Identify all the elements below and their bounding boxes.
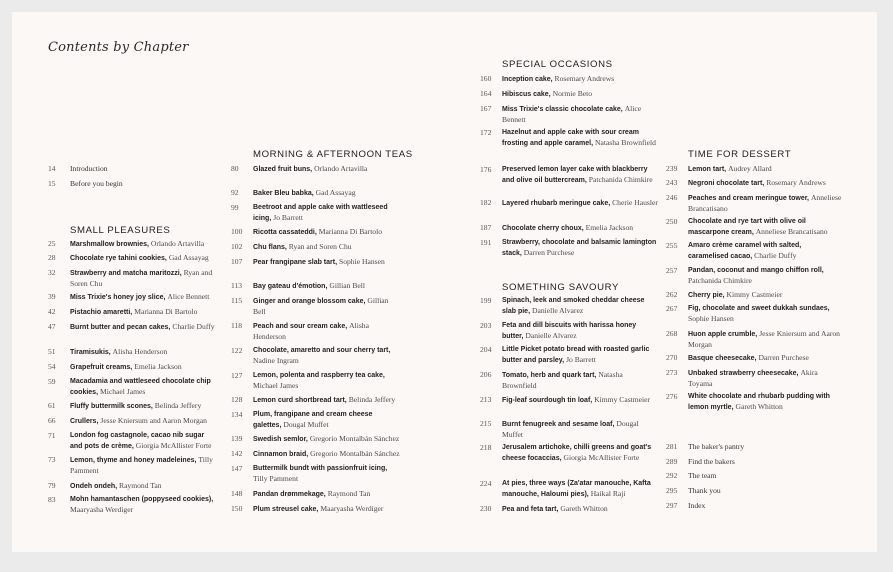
recipe-name: Beetroot and apple cake with wattleseed icing, [253, 204, 388, 222]
author-name: Gillian Bell [329, 281, 365, 290]
entry-text [70, 431, 218, 452]
page-number: 99 [231, 203, 239, 212]
entry-text [502, 321, 658, 342]
page-number: 66 [48, 416, 56, 425]
author-name: Ryan and Soren Chu [70, 268, 213, 288]
recipe-name: Burnt fenugreek and sesame loaf, [502, 421, 617, 428]
entry-text [253, 504, 401, 515]
author-name: Michael James [253, 381, 299, 390]
recipe-name: Lemon, thyme and honey madeleines, [70, 457, 199, 464]
author-name: Marianna Di Bartolo [134, 307, 198, 316]
page-number: 15 [48, 179, 56, 188]
author-name: Giorgia McAllister Forte [563, 453, 640, 462]
author-name: Alisha Henderson [253, 321, 369, 341]
recipe-name: Tiramisukis, [70, 349, 113, 356]
entry-text [688, 501, 842, 512]
entry-text [70, 347, 218, 358]
author-name: Raymond Tan [119, 481, 162, 490]
page-number: 79 [48, 481, 56, 490]
recipe-name: Hibiscus cake, [502, 91, 553, 98]
matter-title: Introduction [70, 164, 108, 173]
author-name: Orlando Artavilla [150, 239, 205, 248]
recipe-name: Marshmallow brownies, [70, 241, 151, 248]
page-number: 268 [666, 329, 678, 338]
author-name: Gad Assayag [168, 253, 209, 262]
entry-text [688, 164, 842, 175]
author-name: Alice Bennett [167, 292, 210, 301]
entry-text [688, 353, 842, 364]
author-name: Orlando Artavilla [314, 164, 368, 173]
page-number: 297 [666, 501, 678, 510]
page-number: 14 [48, 164, 56, 173]
entry-text [502, 104, 658, 126]
section-heading: MORNING & AFTERNOON TEAS [253, 149, 413, 160]
entry-text [70, 307, 218, 318]
author-name: Michael James [99, 387, 146, 396]
recipe-name: Pandan, coconut and mango chiffon roll, [688, 267, 824, 274]
page-number: 164 [480, 89, 492, 98]
entry-text [70, 377, 218, 398]
author-name: Emelia Jackson [134, 362, 182, 371]
page-number: 204 [480, 345, 492, 354]
page-number: 224 [480, 479, 492, 488]
author-name: Charlie Duffy [172, 322, 215, 331]
page-number: 243 [666, 178, 678, 187]
recipe-name: Jerusalem artichoke, chilli greens and goat's cheese focaccias, [502, 444, 652, 462]
entry-text [502, 443, 658, 464]
author-name: Emelia Jackson [585, 223, 634, 232]
page-number: 289 [666, 457, 678, 466]
entry-text [253, 257, 401, 268]
page-number: 73 [48, 455, 56, 464]
page-number: 172 [480, 128, 492, 137]
entry-text [688, 217, 842, 238]
entry-text [502, 345, 658, 366]
recipe-name: Huon apple crumble, [688, 331, 760, 338]
entry-text [70, 495, 218, 516]
page-number: 59 [48, 377, 56, 386]
page-number: 276 [666, 392, 678, 401]
entry-text [70, 322, 218, 333]
recipe-name: Pea and feta tart, [502, 506, 561, 513]
entry-text [502, 370, 658, 392]
recipe-name: Bay gateau d'émotion, [253, 283, 330, 290]
page-number: 246 [666, 193, 678, 202]
author-name: Akira Toyama [688, 368, 818, 388]
entry-text [253, 242, 401, 253]
page-title: Contents by Chapter [48, 40, 189, 55]
author-name: Rosemary Andrews [554, 74, 615, 83]
author-name: Raymond Tan [327, 489, 371, 498]
page-number: 80 [231, 164, 239, 173]
page-number: 187 [480, 223, 492, 232]
matter-title: Find the bakers [688, 457, 735, 466]
entry-text [253, 489, 401, 500]
contents-column [48, 12, 218, 552]
recipe-name: Macadamia and wattleseed chocolate chip cookies, [70, 378, 211, 396]
recipe-name: Amaro crème caramel with salted, caramelised cacao, [688, 242, 802, 260]
author-name: Gad Assayag [315, 188, 356, 197]
page-number: 230 [480, 504, 492, 513]
entry-text [502, 238, 658, 259]
author-name: Tilly Pamment [253, 474, 299, 483]
entry-text [70, 164, 218, 175]
section-heading: SPECIAL OCCASIONS [502, 59, 613, 70]
recipe-name: Strawberry and matcha maritozzi, [70, 270, 184, 277]
page-number: 148 [231, 489, 243, 498]
page-number: 281 [666, 442, 678, 451]
recipe-name: London fog castagnole, cacao nib sugar and pots de crème, [70, 432, 205, 450]
recipe-name: Preserved lemon layer cake with blackberry and olive oil buttercream, [502, 166, 648, 184]
entry-text [502, 89, 658, 100]
contents-page [12, 12, 877, 552]
page-number: 160 [480, 74, 492, 83]
entry-text [253, 164, 401, 175]
recipe-name: Chocolate and rye tart with olive oil mascarpone cream, [688, 218, 806, 236]
author-name: Danielle Alvarez [531, 306, 584, 315]
entry-text [253, 203, 401, 224]
recipe-name: Pandan drømmekage, [253, 491, 328, 498]
entry-text [253, 227, 401, 238]
page-number: 150 [231, 504, 243, 513]
recipe-name: White chocolate and rhubarb pudding with lemon myrtle, [688, 393, 830, 411]
author-name: Dougal Muffet [502, 419, 639, 439]
recipe-name: Ginger and orange blossom cake, [253, 298, 368, 305]
author-name: Alisha Henderson [112, 347, 168, 356]
entry-text [502, 419, 658, 441]
page-number: 100 [231, 227, 243, 236]
entry-text [70, 239, 218, 250]
author-name: Jesse Kniersum and Aaron Morgan [100, 416, 207, 425]
recipe-name: Plum, frangipane and cream cheese galettes, [253, 411, 373, 429]
entry-text [502, 198, 658, 209]
entry-text [253, 449, 401, 460]
author-name: Maaryasha Werdiger [320, 504, 384, 513]
page-number: 270 [666, 353, 678, 362]
page-number: 239 [666, 164, 678, 173]
author-name: Charlie Duffy [754, 251, 797, 260]
page-number: 273 [666, 368, 678, 377]
recipe-name: Peaches and cream meringue tower, [688, 195, 811, 202]
author-name: Giorgia McAllister Forte [135, 441, 212, 450]
entry-text [502, 128, 658, 149]
recipe-name: Tomato, herb and quark tart, [502, 372, 599, 379]
author-name: Patchanida Chimkire [588, 175, 653, 184]
page-number: 83 [48, 495, 56, 504]
entry-text [70, 401, 218, 412]
contents-column [480, 12, 658, 552]
page-number: 113 [231, 281, 243, 290]
entry-text [70, 179, 218, 190]
author-name: Tilly Pamment [70, 455, 213, 475]
recipe-name: Basque cheesecake, [688, 355, 759, 362]
recipe-name: Fluffy buttermilk scones, [70, 403, 155, 410]
author-name: Belinda Jeffery [154, 401, 202, 410]
author-name: Marianna Di Bartolo [318, 227, 383, 236]
author-name: Maaryasha Werdiger [70, 505, 134, 514]
author-name: Jo Barrett [273, 213, 303, 222]
recipe-name: Chocolate rye tahini cookies, [70, 255, 169, 262]
recipe-name: Strawberry, chocolate and balsamic lamington stack, [502, 239, 657, 257]
page-number: 203 [480, 321, 492, 330]
author-name: Belinda Jeffery [348, 395, 396, 404]
author-name: Danielle Alvarez [525, 331, 577, 340]
page-number: 213 [480, 395, 492, 404]
entry-text [688, 241, 842, 262]
recipe-name: Ricotta cassateddi, [253, 229, 319, 236]
page-number: 54 [48, 362, 56, 371]
recipe-name: Hazelnut and apple cake with sour cream frosting and apple caramel, [502, 129, 639, 147]
entry-text [688, 304, 842, 325]
entry-text [253, 346, 401, 367]
recipe-name: Chu flans, [253, 244, 289, 251]
author-name: Gregorio Montalbán Sánchez [310, 449, 400, 458]
recipe-name: Peach and sour cream cake, [253, 323, 350, 330]
entry-text [688, 266, 842, 287]
author-name: Alice Bennett [502, 104, 642, 124]
entry-text [688, 392, 842, 413]
author-name: Rosemary Andrews [766, 178, 826, 187]
page-number: 250 [666, 217, 678, 226]
page-number: 134 [231, 410, 243, 419]
author-name: Anneliese Brancatisano [755, 227, 828, 236]
page-number: 147 [231, 464, 243, 473]
entry-text [253, 371, 401, 392]
page-number: 47 [48, 322, 56, 331]
page-number: 39 [48, 292, 56, 301]
section-heading: SOMETHING SAVOURY [502, 282, 619, 293]
entry-text [688, 368, 842, 390]
entry-text [253, 464, 401, 485]
author-name: Sophie Hansen [338, 257, 385, 266]
page-number: 257 [666, 266, 678, 275]
section-heading: TIME FOR DESSERT [688, 149, 792, 160]
entry-text [253, 434, 401, 445]
matter-title: Thank you [688, 486, 721, 495]
author-name: Jesse Kniersum and Aaron Morgan [688, 329, 840, 349]
recipe-name: Little Picket potato bread with roasted garlic butter and parsley, [502, 346, 650, 364]
author-name: Dougal Muffet [283, 420, 329, 429]
entry-text [688, 329, 842, 351]
recipe-name: Miss Trixie's honey joy slice, [70, 294, 168, 301]
recipe-name: Pear frangipane slab tart, [253, 259, 339, 266]
author-name: Anneliese Brancatisano [688, 193, 842, 213]
recipe-name: Cinnamon braid, [253, 451, 311, 458]
recipe-name: Chocolate cherry choux, [502, 225, 586, 232]
author-name: Sophie Hansen [688, 314, 734, 323]
author-name: Jo Barrett [566, 355, 596, 364]
recipe-name: Fig, chocolate and sweet dukkah sundaes, [688, 305, 830, 312]
recipe-name: Chocolate, amaretto and sour cherry tart, [253, 347, 391, 354]
entry-text [688, 457, 842, 468]
page-number: 191 [480, 238, 492, 247]
entry-text [502, 296, 658, 317]
contents-column [666, 12, 842, 552]
page-number: 292 [666, 471, 678, 480]
entry-text [253, 321, 401, 343]
entry-text [70, 268, 218, 290]
recipe-name: Layered rhubarb meringue cake, [502, 200, 613, 207]
author-name: Audrey Allard [728, 164, 772, 173]
entry-text [502, 395, 658, 406]
page-number: 102 [231, 242, 243, 251]
author-name: Gareth Whitton [735, 402, 783, 411]
entry-text [502, 504, 658, 515]
entry-text [253, 395, 401, 406]
page-number: 139 [231, 434, 243, 443]
page-number: 42 [48, 307, 56, 316]
page-number: 28 [48, 253, 56, 262]
recipe-name: Miss Trixie's classic chocolate cake, [502, 106, 625, 113]
page-number: 218 [480, 443, 492, 452]
recipe-name: Lemon, polenta and raspberry tea cake, [253, 372, 385, 379]
page-number: 262 [666, 290, 678, 299]
page-number: 61 [48, 401, 56, 410]
recipe-name: Lemon tart, [688, 166, 729, 173]
entry-text [70, 481, 218, 492]
matter-title: The baker's pantry [688, 442, 745, 451]
entry-text [70, 416, 218, 427]
author-name: Kimmy Castmeier [594, 395, 651, 404]
entry-text [253, 410, 401, 431]
page-number: 167 [480, 104, 492, 113]
page-number: 115 [231, 296, 243, 305]
author-name: Cherie Hausler [612, 198, 658, 207]
page-number: 122 [231, 346, 243, 355]
page-number: 92 [231, 188, 239, 197]
entry-text [688, 193, 842, 215]
recipe-name: Spinach, leek and smoked cheddar cheese slab pie, [502, 297, 645, 315]
page-number: 295 [666, 486, 678, 495]
author-name: Natasha Brownfield [502, 370, 623, 390]
entry-text [253, 281, 401, 292]
entry-text [688, 442, 842, 453]
recipe-name: Grapefruit creams, [70, 364, 135, 371]
recipe-name: Burnt butter and pecan cakes, [70, 324, 173, 331]
page-number: 182 [480, 198, 492, 207]
author-name: Darren Purchese [758, 353, 809, 362]
entry-text [502, 74, 658, 85]
page-number: 127 [231, 371, 243, 380]
recipe-name: Buttermilk bundt with passionfruit icing, [253, 465, 388, 472]
page-number: 128 [231, 395, 243, 404]
entry-text [688, 486, 842, 497]
matter-title: Index [688, 501, 706, 510]
page-number: 25 [48, 239, 56, 248]
entry-text [502, 165, 658, 186]
recipe-name: Swedish semlor, [253, 436, 310, 443]
author-name: Gareth Whitton [560, 504, 608, 513]
page-number: 199 [480, 296, 492, 305]
author-name: Ryan and Soren Chu [288, 242, 352, 251]
section-heading: SMALL PLEASURES [70, 225, 171, 236]
entry-text [253, 296, 401, 318]
recipe-name: Cherry pie, [688, 292, 727, 299]
page-number: 176 [480, 165, 492, 174]
recipe-name: Plum streusel cake, [253, 506, 321, 513]
recipe-name: Unbaked strawberry cheesecake, [688, 370, 801, 377]
author-name: Patchanida Chimkire [688, 276, 752, 285]
author-name: Gillian Bell [253, 296, 389, 316]
recipe-name: Negroni chocolate tart, [688, 180, 767, 187]
recipe-name: Fig-leaf sourdough tin loaf, [502, 397, 595, 404]
page-number: 255 [666, 241, 678, 250]
entry-text [688, 290, 842, 301]
entry-text [70, 362, 218, 373]
matter-title: Before you begin [70, 179, 123, 188]
page-number: 215 [480, 419, 492, 428]
page-number: 267 [666, 304, 678, 313]
recipe-name: At pies, three ways (Za'atar manouche, Kafta manouche, Haloumi pies), [502, 480, 651, 498]
recipe-name: Pistachio amaretti, [70, 309, 135, 316]
author-name: Haikal Raji [590, 489, 626, 498]
recipe-name: Inception cake, [502, 76, 555, 83]
author-name: Natasha Brownfield [594, 138, 656, 147]
page-number: 71 [48, 431, 56, 440]
page-number: 142 [231, 449, 243, 458]
entry-text [253, 188, 401, 199]
page-number: 51 [48, 347, 56, 356]
page-number: 118 [231, 321, 243, 330]
author-name: Nadine Ingram [253, 356, 299, 365]
recipe-name: Glazed fruit buns, [253, 166, 315, 173]
entry-text [502, 223, 658, 234]
recipe-name: Lemon curd shortbread tart, [253, 397, 349, 404]
entry-text [70, 455, 218, 477]
entry-text [70, 253, 218, 264]
entry-text [688, 471, 842, 482]
entry-text [70, 292, 218, 303]
entry-text [502, 479, 658, 500]
entry-text [688, 178, 842, 189]
author-name: Kimmy Castmeier [726, 290, 783, 299]
page-number: 206 [480, 370, 492, 379]
page-number: 32 [48, 268, 56, 277]
author-name: Gregorio Montalbán Sánchez [309, 434, 400, 443]
recipe-name: Mohn hamantaschen (poppyseed cookies), [70, 496, 214, 503]
recipe-name: Crullers, [70, 418, 101, 425]
author-name: Normie Beto [552, 89, 593, 98]
recipe-name: Baker Bleu babka, [253, 190, 316, 197]
recipe-name: Feta and dill biscuits with harissa honey butter, [502, 322, 637, 340]
matter-title: The team [688, 471, 717, 480]
contents-column [231, 12, 413, 552]
recipe-name: Ondeh ondeh, [70, 483, 119, 490]
page-number: 107 [231, 257, 243, 266]
author-name: Darren Purchese [523, 248, 575, 257]
